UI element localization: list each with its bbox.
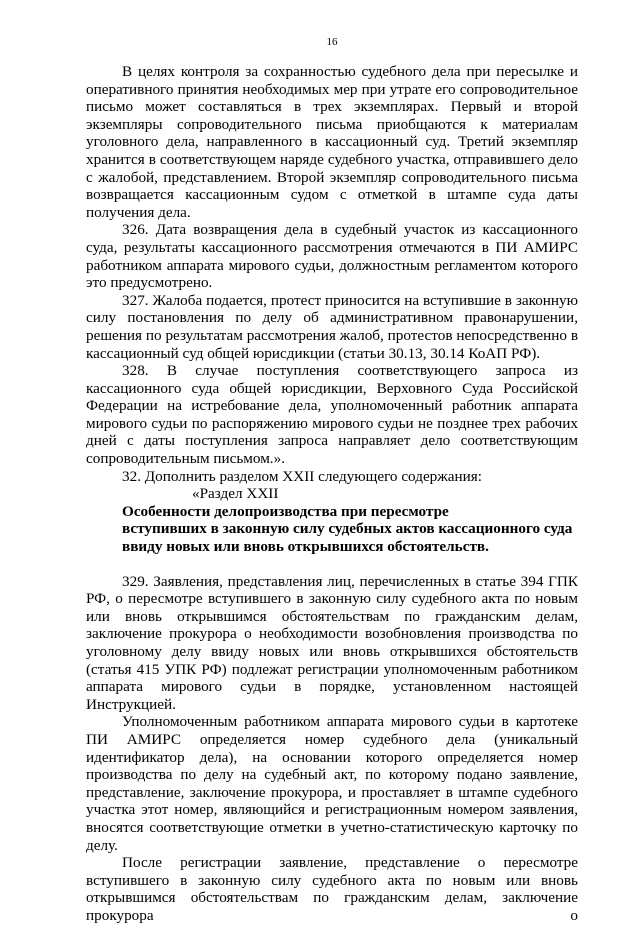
section-title-line-1: Особенности делопроизводства при пересмотре [122, 502, 449, 520]
paragraph-32: 32. Дополнить разделом XXII следующего содержания: [122, 467, 482, 485]
paragraph-328: 328. В случае поступления соответствующего запроса из кассационного суда общей юрисдикции, Верховного Суда Российской Федерации на истребование дела, уполномоченный работник аппарата мирового судьи по распоряжению мирового судьи не позднее трех рабочих дней с даты поступления запроса направляет дело соответствующим сопроводительным письмом.». [86, 362, 578, 468]
section-label: «Раздел XXII [192, 485, 279, 503]
paragraph-authorized: Уполномоченным работником аппарата мирового судьи в картотеке ПИ АМИРС определяется номер судебного дела (уникальный идентификатор дела), на основании которого определяется номер производства по делу на судебный акт, по которому подано заявление, представление, заключение прокурора, и проставляет в штампе судебного участка этот номер, являющийся и регистрационным номером заявления, вносятся соответствующие отметки в учетно-статистическую карточку по делу. [86, 713, 578, 854]
page-number: 16 [326, 36, 338, 48]
paragraph-after-registration: После регистрации заявление, представление о пересмотре вступившего в законную силу судебного акта по новым или вновь открывшимся обстоятельствам по гражданским делам, заключение прокурора о [86, 854, 578, 924]
section-title-line-2: вступивших в законную силу судебных актов кассационного суда [122, 520, 573, 538]
section-title-line-3: ввиду новых или вновь открывшихся обстоятельств. [122, 538, 489, 556]
paragraph-327: 327. Жалоба подается, протест приносится на вступившие в законную силу постановления по делу об административном правонарушении, решения по результатам рассмотрения жалоб, протестов непосредственно в кассационный суд общей юрисдикции (статьи 30.13, 30.14 КоАП РФ). [86, 291, 578, 362]
section-spacer [86, 556, 578, 573]
paragraph-329: 329. Заявления, представления лиц, перечисленных в статье 394 ГПК РФ, о пересмотре вступившего в законную силу судебного акта по новым или вновь открывшимся обстоятельствам по гражданским делам, заключение прокурора о необходимости возобновления производства по уголовному делу ввиду новых или вновь открывшихся обстоятельств (статья 415 УПК РФ) подлежат регистрации уполномоченным работником аппарата мирового судьи в порядке, установленном настоящей Инструкцией. [86, 572, 578, 713]
paragraph-326: 326. Дата возвращения дела в судебный участок из кассационного суда, результаты кассационного рассмотрения отмечаются в ПИ АМИРС работником аппарата мирового судьи, должностным регламентом которого это предусмотрено. [86, 221, 578, 292]
document-body [86, 63, 578, 925]
paragraph-control: В целях контроля за сохранностью судебного дела при пересылке и оперативного принятия необходимых мер при утрате его сопроводительное письмо может составляться в трех экземплярах. Первый и второй экземпляры сопроводительного письма приобщаются к материалам уголовного дела, направленного в кассационный суд. Третий экземпляр хранится в соответствующем наряде судебного участка, отправившего дело с жалобой, представлением. Второй экземпляр сопроводительного письма возвращается кассационным судом с отметкой в штампе суда даты получения дела. [86, 63, 578, 221]
